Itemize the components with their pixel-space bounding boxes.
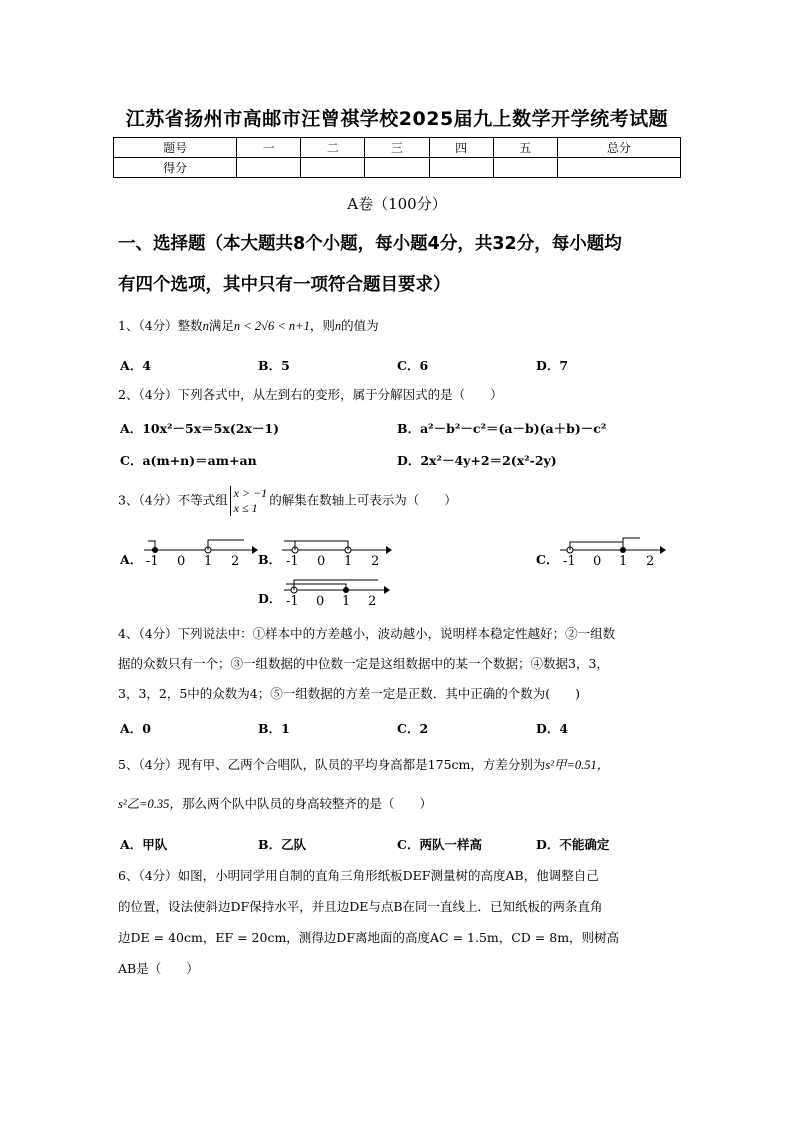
question-2: 2、（4分）下列各式中，从左到右的变形，属于分解因式的是（ ） <box>118 387 503 402</box>
question-6-line3: 边DE = 40cm，EF = 20cm，测得边DF离地面的高度AC = 1.5m，CD = 8m，则树高 <box>118 930 620 945</box>
question-6-line2: 的位置，设法使斜边DF保持水平，并且边DE与点B在同一直线上．已知纸板的两条直角 <box>118 899 603 914</box>
tick-label: -1 <box>286 554 299 569</box>
score-cell[interactable] <box>493 158 557 178</box>
question-4-line2: 据的众数只有一个；③一组数据的中位数一定是这组数据中的某一个数据；④数据3，3， <box>118 656 609 671</box>
q2-option-c[interactable]: C．a(m+n)＝am+an <box>120 453 257 468</box>
q2-option-d[interactable]: D．2x²－4y+2＝2(x²-2y) <box>397 453 557 468</box>
score-table-header-row <box>114 138 681 158</box>
tick-label: -1 <box>563 554 576 569</box>
question-5-line2: s²乙=0.35，那么两个队中队员的身高较整齐的是（ ） <box>118 796 432 811</box>
section-heading-line1: 一、选择题（本大题共8个小题，每小题4分，共32分，每小题均 <box>118 234 622 254</box>
score-cell[interactable] <box>365 158 429 178</box>
q5-option-d[interactable]: D．不能确定 <box>536 837 610 852</box>
question-6-line4: AB是（ ） <box>118 961 199 976</box>
table-cell: 题号 <box>114 138 237 158</box>
tick-label: 1 <box>342 594 351 609</box>
tick-label: 2 <box>368 594 377 609</box>
tick-label: 0 <box>177 554 186 569</box>
score-cell[interactable] <box>237 158 301 178</box>
score-cell[interactable] <box>557 158 680 178</box>
question-6-line1: 6、（4分）如图，小明同学用自制的直角三角形纸板DEF测量树的高度AB，他调整自己 <box>118 868 599 883</box>
section-heading-line2: 有四个选项，其中只有一项符合题目要求） <box>118 275 451 295</box>
question-4-line3: 3，3，2，5中的众数为4；⑤一组数据的方差一定是正数．其中正确的个数为( ) <box>118 686 581 701</box>
q4-option-b[interactable]: B．1 <box>258 721 290 736</box>
tick-label: 1 <box>344 554 353 569</box>
q1-option-d[interactable]: D．7 <box>536 358 569 373</box>
table-cell: 得分 <box>114 158 237 178</box>
q3-option-c-label[interactable]: C． <box>536 552 559 567</box>
tick-label: 0 <box>316 594 325 609</box>
q4-option-d[interactable]: D．4 <box>536 721 569 736</box>
q5-option-b[interactable]: B．乙队 <box>258 837 307 852</box>
question-4-line1: 4、（4分）下列说法中：①样本中的方差越小，波动越小，说明样本稳定性越好；②一组数 <box>118 626 616 641</box>
table-cell: 总分 <box>557 138 680 158</box>
tick-label: -1 <box>286 594 299 609</box>
q3-option-d-label[interactable]: D． <box>258 591 282 606</box>
q2-option-a[interactable]: A．10x²－5x＝5x(2x－1) <box>120 421 279 436</box>
tick-label: 0 <box>317 554 326 569</box>
q2-option-b[interactable]: B．a²－b²－c²＝(a－b)(a＋b)－c² <box>397 421 607 436</box>
table-cell: 一 <box>237 138 301 158</box>
question-5-line1: 5、（4分）现有甲、乙两个合唱队，队员的平均身高都是175cm，方差分别为s²甲=0.51， <box>118 757 610 772</box>
q4-option-c[interactable]: C．2 <box>397 721 429 736</box>
q1-option-a[interactable]: A．4 <box>120 358 151 373</box>
tick-label: 0 <box>593 554 602 569</box>
table-cell: 五 <box>493 138 557 158</box>
q4-option-a[interactable]: A．0 <box>120 721 151 736</box>
q3-option-a-label[interactable]: A． <box>120 552 143 567</box>
q3-option-b-label[interactable]: B． <box>258 552 282 567</box>
tick-label: 2 <box>646 554 655 569</box>
table-cell: 二 <box>301 138 365 158</box>
tick-label: -1 <box>146 554 159 569</box>
score-cell[interactable] <box>429 158 493 178</box>
part-a-heading: A卷（100分） <box>347 195 447 213</box>
inequality-system: x > −1 x ≤ 1 <box>230 486 268 516</box>
tick-label: 2 <box>231 554 240 569</box>
table-cell: 四 <box>429 138 493 158</box>
q5-option-a[interactable]: A．甲队 <box>120 837 168 852</box>
score-cell[interactable] <box>301 158 365 178</box>
tick-label: 1 <box>619 554 628 569</box>
question-3: 3、（4分）不等式组 x > −1 x ≤ 1的解集在数轴上可表示为（ ） <box>118 486 457 515</box>
q1-option-c[interactable]: C．6 <box>397 358 429 373</box>
score-table <box>113 137 681 178</box>
tick-label: 2 <box>371 554 380 569</box>
tick-label: 1 <box>204 554 213 569</box>
page-title: 江苏省扬州市高邮市汪曾祺学校2025届九上数学开学统考试题 <box>125 108 669 130</box>
question-1: 1、（4分）整数n满足n < 2√6 < n+1，则n的值为 <box>118 318 379 333</box>
q1-option-b[interactable]: B．5 <box>258 358 290 373</box>
score-table-score-row <box>114 158 681 178</box>
table-cell: 三 <box>365 138 429 158</box>
q5-option-c[interactable]: C．两队一样高 <box>397 837 482 852</box>
